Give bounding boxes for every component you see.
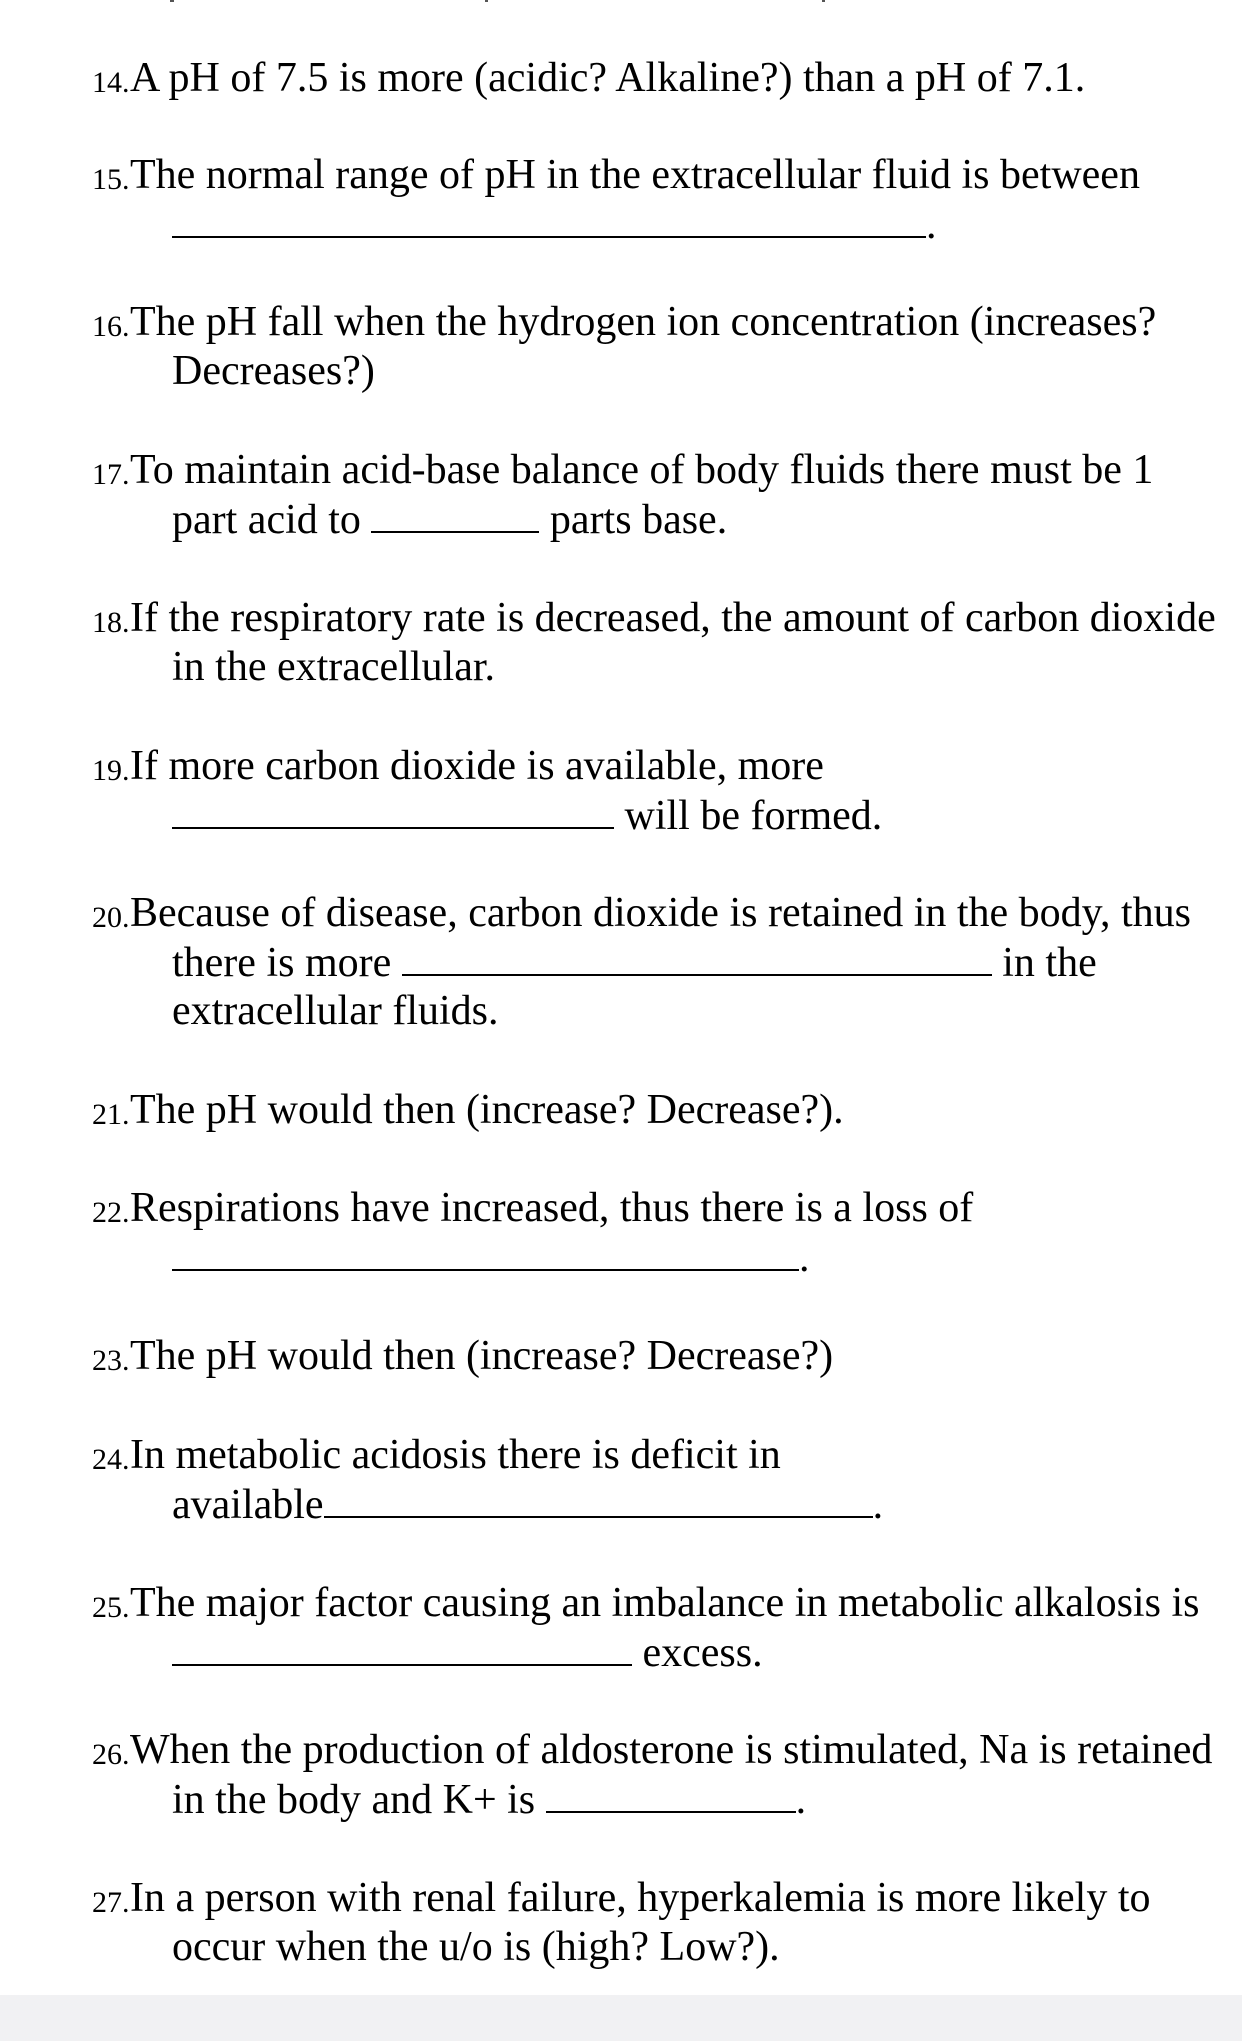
- question-text: A pH of 7.5 is more (acidic? Alkaline?) than a pH of 7.1.: [130, 55, 1086, 101]
- answer-line: [172, 938, 1097, 988]
- question-text: will be formed.: [624, 793, 883, 839]
- question-text: The pH fall when the hydrogen ion concentration (increases?: [130, 299, 1157, 345]
- question-text: Respirations have increased, thus there is a loss of: [130, 1185, 974, 1231]
- answer-line: [172, 791, 882, 841]
- question-text: in the: [1002, 940, 1097, 986]
- answer-blank[interactable]: [172, 791, 614, 829]
- question-text: occur when the u/o is (high? Low?).: [172, 1924, 780, 1970]
- question-number: 27.: [92, 1886, 130, 1919]
- question-number: 26.: [92, 1738, 130, 1771]
- answer-blank[interactable]: [371, 495, 539, 533]
- question-number: 25.: [92, 1591, 130, 1624]
- question-text: excess.: [642, 1630, 763, 1676]
- answer-line: [172, 495, 727, 545]
- answer-line: [172, 1775, 806, 1825]
- question-text: extracellular fluids.: [172, 988, 499, 1034]
- answer-blank[interactable]: [546, 1775, 796, 1813]
- question-text: .: [872, 1482, 884, 1528]
- cropped-top-line: [170, 0, 830, 4]
- bottom-background-band: [0, 1995, 1242, 2041]
- answer-blank[interactable]: [172, 1628, 632, 1666]
- question-number: 24.: [92, 1443, 130, 1476]
- question-text: In metabolic acidosis there is deficit in: [130, 1432, 781, 1478]
- question-text: To maintain acid-base balance of body fluids there must be 1: [130, 447, 1154, 493]
- question-number: 15.: [92, 163, 130, 196]
- question-text: parts base.: [549, 497, 728, 543]
- question-text: The major factor causing an imbalance in metabolic alkalosis is: [130, 1580, 1200, 1626]
- answer-line: [172, 1628, 763, 1678]
- question-text: Because of disease, carbon dioxide is retained in the body, thus: [130, 890, 1191, 936]
- question-text: .: [795, 1777, 807, 1823]
- question-text: In a person with renal failure, hyperkalemia is more likely to: [130, 1875, 1151, 1921]
- question-text: in the body and K+ is: [172, 1777, 536, 1823]
- question-number: 18.: [92, 606, 130, 639]
- question-number: 16.: [92, 310, 130, 343]
- question-text: .: [799, 1235, 810, 1281]
- answer-blank[interactable]: [402, 938, 992, 976]
- answer-line: [172, 1233, 810, 1283]
- question-text: available: [172, 1482, 324, 1528]
- answer-line: [172, 200, 937, 250]
- question-number: 23.: [92, 1344, 130, 1377]
- question-number: 20.: [92, 901, 130, 934]
- answer-line: [172, 1480, 883, 1530]
- question-text: The normal range of pH in the extracellular fluid is between: [130, 152, 1140, 198]
- answer-blank[interactable]: [172, 200, 926, 238]
- question-text: in the extracellular.: [172, 644, 496, 690]
- question-text: If the respiratory rate is decreased, the amount of carbon dioxide: [130, 595, 1216, 641]
- question-number: 22.: [92, 1196, 130, 1229]
- question-text: Decreases?): [172, 348, 375, 394]
- answer-blank[interactable]: [324, 1480, 873, 1518]
- question-number: 17.: [92, 458, 130, 491]
- question-text: The pH would then (increase? Decrease?).: [130, 1087, 844, 1133]
- question-text: The pH would then (increase? Decrease?): [130, 1333, 834, 1379]
- question-text: there is more: [172, 940, 392, 986]
- question-text: If more carbon dioxide is available, more: [130, 743, 824, 789]
- question-number: 21.: [92, 1098, 130, 1131]
- question-text: When the production of aldosterone is stimulated, Na is retained: [130, 1727, 1213, 1773]
- question-number: 19.: [92, 754, 130, 787]
- answer-blank[interactable]: [172, 1233, 799, 1271]
- question-number: 14.: [92, 66, 130, 99]
- question-text: part acid to: [172, 497, 361, 543]
- question-text: .: [926, 202, 937, 248]
